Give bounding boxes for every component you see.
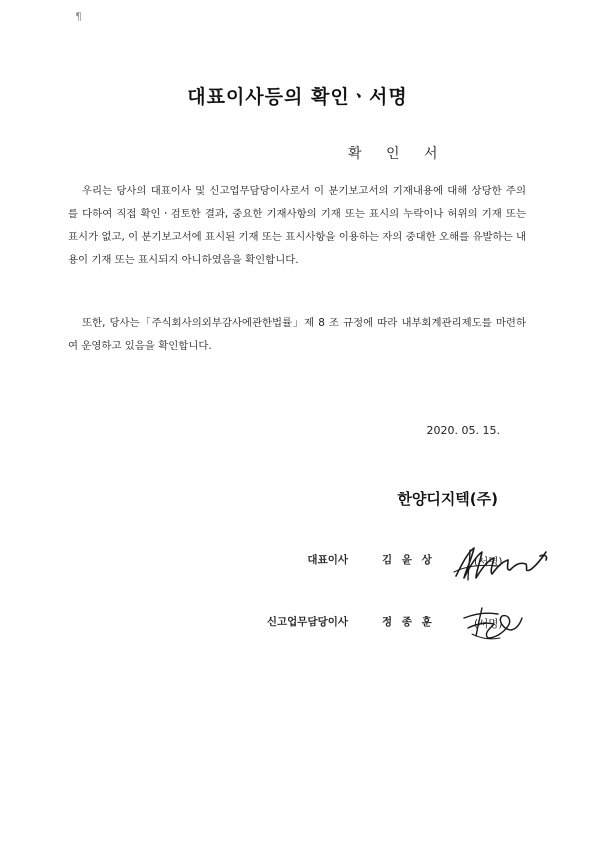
signature-row-director: [0, 604, 595, 644]
signatory-name: 김 윤 상: [382, 554, 435, 566]
company-name: 한양디지텍(주): [397, 490, 498, 508]
handwritten-signature-director: [458, 604, 524, 642]
signatory-role: 신고업무담당이사: [266, 616, 348, 628]
document-subtitle: 확 인 서: [348, 146, 448, 162]
confirmation-paragraph: 우리는 당사의 대표이사 및 신고업무담당이사로서 이 분기보고서의 기재내용에 대해 상당한 주의를 다하여 직접 확인ㆍ검토한 결과, 중요한 기재사항의 기재 또는 표시의 누락이나 허위의 기재 또는 표시가 없고, 이 분기보고서에 표시된 기재 또는 표시사항을 이용하는 자의 중대한 오해를 유발하는 내용이 기재 또는 표시되지 아니하였음을 확인합니다.: [68, 185, 526, 266]
signatory-name: 정 종 훈: [382, 616, 435, 628]
handwritten-signature-ceo: [452, 542, 552, 582]
signature-row-ceo: [0, 542, 595, 582]
document-date: 2020. 05. 15.: [426, 424, 500, 437]
signatory-role: 대표이사: [307, 554, 348, 566]
seal-label: (서명): [474, 556, 503, 568]
paragraph-mark: ¶: [75, 10, 82, 23]
internal-control-paragraph: 또한, 당사는「주식회사의외부감사에관한법률」제 8 조 규정에 따라 내부회계관리제도를 마련하여 운영하고 있음을 확인합니다.: [68, 317, 526, 352]
document-title: 대표이사등의 확인ㆍ서명: [187, 86, 408, 108]
seal-label: (서명): [474, 618, 503, 630]
